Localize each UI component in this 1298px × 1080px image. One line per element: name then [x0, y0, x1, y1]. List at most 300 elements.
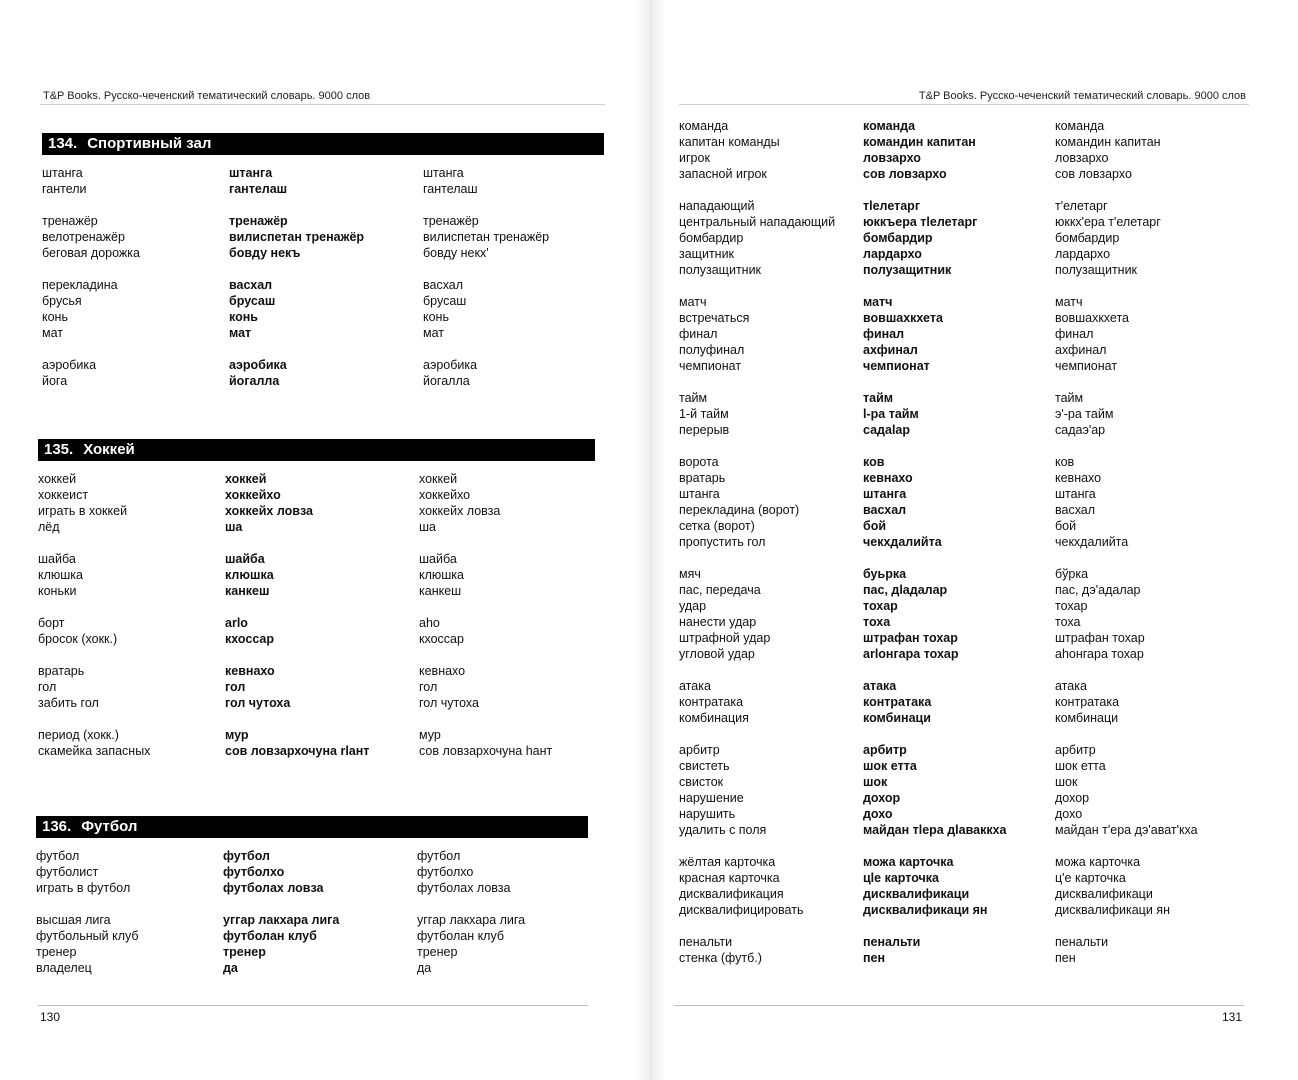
russian-term: угловой удар — [679, 647, 755, 661]
russian-term: центральный нападающий — [679, 215, 836, 229]
entry-row — [679, 710, 1235, 726]
transliteration: командин капитан — [1055, 135, 1161, 149]
chechen-term: пас, дlадалар — [863, 583, 948, 597]
transliteration: кевнахо — [1055, 471, 1102, 485]
russian-term: хоккей — [38, 472, 77, 486]
entry-group — [679, 118, 1235, 182]
chechen-term: уггар лакхара лига — [223, 913, 340, 927]
chechen-term: дисквалификаци ян — [863, 903, 988, 917]
transliteration: вилиспетан тренажёр — [423, 230, 550, 244]
entry-row — [679, 518, 1235, 534]
chechen-term: конь — [229, 310, 258, 324]
entry-row — [679, 150, 1235, 166]
chechen-term: бой — [863, 519, 887, 533]
russian-term: играть в хоккей — [38, 504, 128, 518]
russian-term: свистеть — [679, 759, 730, 773]
chechen-term: матч — [863, 295, 893, 309]
entry-row — [679, 118, 1235, 134]
russian-term: перекладина — [42, 278, 118, 292]
entry-row — [36, 848, 597, 864]
chechen-term: финал — [863, 327, 905, 341]
transliteration: тоха — [1055, 615, 1081, 629]
chechen-term: васхал — [229, 278, 273, 292]
chechen-term: аэробика — [229, 358, 287, 372]
chechen-term: кхоссар — [225, 632, 275, 646]
chechen-term: футболхо — [223, 865, 285, 879]
transliteration: гантелаш — [423, 182, 478, 196]
transliteration: сов ловзархо — [1055, 167, 1132, 181]
russian-term: перерыв — [679, 423, 730, 437]
entry-row — [36, 944, 597, 960]
transliteration: дохо — [1055, 807, 1083, 821]
chechen-term: мат — [229, 326, 252, 340]
chechen-term: полузащитник — [863, 263, 952, 277]
transliteration: финал — [1055, 327, 1094, 341]
chechen-term: брусаш — [229, 294, 276, 308]
russian-term: арбитр — [679, 743, 720, 757]
russian-term: атака — [679, 679, 711, 693]
russian-term: футболист — [36, 865, 99, 879]
entry-row — [38, 727, 599, 743]
chechen-term: ловзархо — [863, 151, 921, 165]
chechen-term: пен — [863, 951, 886, 965]
russian-term: вратарь — [679, 471, 726, 485]
entry-row — [679, 742, 1235, 758]
entry-group — [36, 912, 597, 976]
transliteration: дохор — [1055, 791, 1090, 805]
vocab-section — [36, 816, 597, 992]
chechen-term: команда — [863, 119, 916, 133]
entry-row — [36, 928, 597, 944]
chechen-term: дисквалификаци — [863, 887, 970, 901]
transliteration: ахфинал — [1055, 343, 1107, 357]
russian-term: скамейка запасных — [38, 744, 151, 758]
transliteration: футболхо — [417, 865, 474, 879]
russian-term: матч — [679, 295, 707, 309]
entry-row — [679, 134, 1235, 150]
russian-term: удалить с поля — [679, 823, 767, 837]
chechen-term: кевнахо — [225, 664, 275, 678]
entry-row — [679, 582, 1235, 598]
entry-row — [42, 245, 604, 261]
entry-group — [38, 663, 599, 711]
chechen-term: бомбардир — [863, 231, 933, 245]
chechen-term: l-ра тайм — [863, 407, 919, 421]
chechen-term: кевнахо — [863, 471, 913, 485]
russian-term: гантели — [42, 182, 87, 196]
transliteration: тренер — [417, 945, 458, 959]
entry-row — [679, 934, 1235, 950]
russian-term: дисквалифицировать — [679, 903, 804, 917]
entry-group — [679, 390, 1235, 438]
chechen-term: командин капитан — [863, 135, 976, 149]
russian-term: нанести удар — [679, 615, 757, 629]
russian-term: йога — [42, 374, 68, 388]
chechen-term: гол — [225, 680, 246, 694]
russian-term: чемпионат — [679, 359, 742, 373]
entry-row — [38, 743, 599, 759]
russian-term: шайба — [38, 552, 76, 566]
chechen-term: шок — [863, 775, 888, 789]
chechen-term: футбол — [223, 849, 270, 863]
entry-row — [42, 213, 604, 229]
entry-row — [679, 230, 1235, 246]
entry-row — [679, 790, 1235, 806]
transliteration: мур — [419, 728, 441, 742]
transliteration: юккх'ера т'елетарг — [1055, 215, 1161, 229]
transliteration: конь — [423, 310, 449, 324]
chechen-term: пенальти — [863, 935, 921, 949]
transliteration: канкеш — [419, 584, 462, 598]
russian-term: гол — [38, 680, 57, 694]
entry-row — [679, 262, 1235, 278]
entry-row — [679, 246, 1235, 262]
entry-row — [679, 310, 1235, 326]
section-heading — [42, 133, 604, 155]
transliteration: да — [417, 961, 432, 975]
entry-row — [679, 342, 1235, 358]
entry-row — [679, 502, 1235, 518]
header-rule — [679, 104, 1249, 105]
entry-row — [38, 663, 599, 679]
chechen-term: ахфинал — [863, 343, 918, 357]
transliteration: дисквалификаци — [1055, 887, 1153, 901]
transliteration: ков — [1055, 455, 1075, 469]
transliteration: футболан клуб — [417, 929, 505, 943]
entry-group — [38, 727, 599, 759]
russian-term: нападающий — [679, 199, 755, 213]
entry-row — [38, 679, 599, 695]
header-rule — [40, 104, 605, 105]
entry-row — [38, 695, 599, 711]
page-number: 130 — [40, 1010, 61, 1024]
chechen-term: мур — [225, 728, 249, 742]
transliteration: хоккейхо — [419, 488, 471, 502]
russian-term: запасной игрок — [679, 167, 767, 181]
russian-term: штрафной удар — [679, 631, 771, 645]
transliteration: хоккей — [419, 472, 458, 486]
transliteration: майдан т'ера дэ'ават'кха — [1055, 823, 1198, 837]
transliteration: арбитр — [1055, 743, 1096, 757]
footer-rule — [674, 1005, 1244, 1006]
russian-term: полуфинал — [679, 343, 745, 357]
chechen-term: штрафан тохар — [863, 631, 958, 645]
section-title: Спортивный зал — [87, 135, 212, 152]
russian-term: дисквалификация — [679, 887, 784, 901]
russian-term: аэробика — [42, 358, 97, 372]
chechen-term: штанга — [229, 166, 273, 180]
transliteration: лардархо — [1055, 247, 1111, 261]
entry-group — [42, 277, 604, 341]
section-title: Хоккей — [83, 441, 135, 458]
entry-row — [679, 598, 1235, 614]
section-heading — [36, 816, 588, 838]
transliteration: штрафан тохар — [1055, 631, 1145, 645]
transliteration: чемпионат — [1055, 359, 1118, 373]
section-number: 136. — [42, 818, 72, 835]
entry-group — [38, 471, 599, 535]
entry-row — [679, 822, 1235, 838]
chechen-term: атака — [863, 679, 897, 693]
transliteration: гол чутоха — [419, 696, 479, 710]
entry-group — [42, 357, 604, 389]
entry-group — [42, 165, 604, 197]
entry-group — [679, 678, 1235, 726]
entry-row — [679, 198, 1235, 214]
transliteration: полузащитник — [1055, 263, 1138, 277]
russian-term: игрок — [679, 151, 710, 165]
entry-group — [679, 198, 1235, 278]
entry-group — [679, 934, 1235, 966]
transliteration: брусаш — [423, 294, 467, 308]
transliteration: бомбардир — [1055, 231, 1120, 245]
transliteration: атака — [1055, 679, 1087, 693]
entry-row — [42, 373, 604, 389]
entry-row — [36, 880, 597, 896]
transliteration: чекхдалийта — [1055, 535, 1129, 549]
russian-term: пенальти — [679, 935, 733, 949]
chechen-term: бовду некъ — [229, 246, 301, 260]
russian-term: тайм — [679, 391, 708, 405]
transliteration: т'елетарг — [1055, 199, 1108, 213]
page-number: 131 — [1222, 1010, 1243, 1024]
chechen-term: вовшахкхета — [863, 311, 943, 325]
russian-term: защитник — [679, 247, 735, 261]
entry-row — [679, 886, 1235, 902]
transliteration: аhонгара тохар — [1055, 647, 1144, 661]
entry-row — [36, 864, 597, 880]
chechen-term: вилиспетан тренажёр — [229, 230, 365, 244]
entry-row — [679, 294, 1235, 310]
transliteration: кхоссар — [419, 632, 464, 646]
chechen-term: контратака — [863, 695, 932, 709]
transliteration: тохар — [1055, 599, 1088, 613]
transliteration: штанга — [1055, 487, 1096, 501]
entry-row — [42, 165, 604, 181]
chechen-term: тренер — [223, 945, 266, 959]
chechen-term: arlo — [225, 616, 248, 630]
entry-row — [42, 357, 604, 373]
russian-term: борт — [38, 616, 65, 630]
chechen-term: юккъера тlелетарг — [863, 215, 978, 229]
running-head: T&P Books. Русско-чеченский тематический словарь. 9000 слов — [43, 90, 371, 102]
chechen-term: хоккейх ловза — [225, 504, 313, 518]
chechen-term: васхал — [863, 503, 907, 517]
russian-term: играть в футбол — [36, 881, 131, 895]
entry-row — [38, 551, 599, 567]
transliteration: бовду некх' — [423, 246, 489, 260]
chechen-term: шайба — [225, 552, 265, 566]
transliteration: садаэ'ар — [1055, 423, 1106, 437]
russian-term: удар — [679, 599, 707, 613]
transliteration: хоккейх ловза — [419, 504, 501, 518]
russian-term: встречаться — [679, 311, 750, 325]
transliteration: мат — [423, 326, 444, 340]
entry-row — [679, 614, 1235, 630]
transliteration: уггар лакхара лига — [417, 913, 526, 927]
entry-row — [42, 229, 604, 245]
chechen-term: лардархо — [863, 247, 922, 261]
chechen-term: дохо — [863, 807, 893, 821]
right-page — [649, 0, 1298, 1080]
chechen-term: ша — [225, 520, 243, 534]
entry-row — [679, 166, 1235, 182]
transliteration: пенальти — [1055, 935, 1109, 949]
chechen-term: йогалла — [229, 374, 280, 388]
entry-row — [679, 390, 1235, 406]
chechen-term: арбитр — [863, 743, 907, 757]
section-number: 135. — [44, 441, 74, 458]
entry-group — [679, 566, 1235, 662]
chechen-term: буьрка — [863, 567, 907, 581]
chechen-term: тlелетарг — [863, 199, 921, 213]
russian-term: велотренажёр — [42, 230, 125, 244]
chechen-term: тренажёр — [229, 214, 288, 228]
chechen-term: футболах ловза — [223, 881, 324, 895]
russian-term: команда — [679, 119, 729, 133]
section-title: Футбол — [81, 818, 138, 835]
russian-term: мяч — [679, 567, 701, 581]
russian-term: стенка (футб.) — [679, 951, 762, 965]
entry-row — [42, 309, 604, 325]
entry-row — [42, 293, 604, 309]
entry-row — [42, 325, 604, 341]
transliteration: шайба — [419, 552, 457, 566]
transliteration: контратака — [1055, 695, 1120, 709]
russian-term: вратарь — [38, 664, 85, 678]
entry-group — [679, 854, 1235, 918]
russian-term: перекладина (ворот) — [679, 503, 800, 517]
transliteration: клюшка — [419, 568, 465, 582]
transliteration: гол — [419, 680, 438, 694]
chechen-term: майдан тlера дlаваккха — [863, 823, 1007, 837]
entry-row — [679, 854, 1235, 870]
chechen-term: хоккейхо — [225, 488, 281, 502]
transliteration: aho — [419, 616, 440, 630]
chechen-term: чемпионат — [863, 359, 930, 373]
footer-rule — [38, 1005, 588, 1006]
chechen-term: чекхдалийта — [863, 535, 942, 549]
entry-row — [38, 519, 599, 535]
entry-row — [679, 326, 1235, 342]
chechen-term: можа карточка — [863, 855, 954, 869]
transliteration: футболах ловза — [417, 881, 511, 895]
chechen-term: канкеш — [225, 584, 270, 598]
russian-term: сетка (ворот) — [679, 519, 755, 533]
chechen-term: тоха — [863, 615, 891, 629]
russian-term: жёлтая карточка — [679, 855, 776, 869]
chechen-term: шок етта — [863, 759, 917, 773]
transliteration: бўрка — [1055, 567, 1089, 581]
russian-term: коньки — [38, 584, 77, 598]
entry-row — [679, 470, 1235, 486]
russian-term: период (хокк.) — [38, 728, 119, 742]
transliteration: шок — [1055, 775, 1078, 789]
transliteration: тренажёр — [423, 214, 479, 228]
entry-row — [679, 902, 1235, 918]
russian-term: футбол — [36, 849, 80, 863]
russian-term: свисток — [679, 775, 724, 789]
chechen-term: футболан клуб — [223, 929, 317, 943]
section-number: 134. — [48, 135, 78, 152]
entry-group — [679, 742, 1235, 838]
russian-term: пас, передача — [679, 583, 761, 597]
entry-row — [38, 471, 599, 487]
transliteration: васхал — [1055, 503, 1096, 517]
transliteration: ловзархо — [1055, 151, 1109, 165]
entry-row — [42, 277, 604, 293]
chechen-term: сов ловзархо — [863, 167, 947, 181]
russian-term: беговая дорожка — [42, 246, 140, 260]
entry-group — [38, 615, 599, 647]
chechen-term: гол чутоха — [225, 696, 291, 710]
chechen-term: садаlар — [863, 423, 911, 437]
entry-row — [679, 774, 1235, 790]
entry-row — [679, 870, 1235, 886]
entry-row — [679, 566, 1235, 582]
russian-term: брусья — [42, 294, 82, 308]
entry-group — [42, 213, 604, 261]
transliteration: комбинаци — [1055, 711, 1119, 725]
transliteration: ша — [419, 520, 436, 534]
russian-term: 1-й тайм — [679, 407, 729, 421]
transliteration: бой — [1055, 519, 1077, 533]
entry-row — [679, 694, 1235, 710]
chechen-term: аrlонгара тохар — [863, 647, 959, 661]
russian-term: пропустить гол — [679, 535, 766, 549]
entry-group — [679, 454, 1235, 550]
chechen-term: гантелаш — [229, 182, 288, 196]
entry-row — [36, 912, 597, 928]
russian-term: нарушение — [679, 791, 744, 805]
section-heading — [38, 439, 595, 461]
russian-term: тренер — [36, 945, 77, 959]
entry-row — [38, 631, 599, 647]
russian-term: бомбардир — [679, 231, 744, 245]
running-head: T&P Books. Русско-чеченский тематический словарь. 9000 слов — [918, 90, 1246, 102]
russian-term: лёд — [38, 520, 60, 534]
russian-term: владелец — [36, 961, 92, 975]
transliteration: э'-ра тайм — [1055, 407, 1114, 421]
entry-row — [679, 630, 1235, 646]
entry-row — [679, 422, 1235, 438]
transliteration: футбол — [417, 849, 461, 863]
russian-term: тренажёр — [42, 214, 98, 228]
entry-group — [36, 848, 597, 896]
vocab-section — [42, 133, 604, 405]
russian-term: бросок (хокк.) — [38, 632, 118, 646]
transliteration: пас, дэ'адалар — [1055, 583, 1141, 597]
transliteration: дисквалификаци ян — [1055, 903, 1170, 917]
entry-row — [38, 615, 599, 631]
entry-row — [38, 503, 599, 519]
russian-term: финал — [679, 327, 718, 341]
russian-term: хоккеист — [38, 488, 89, 502]
entry-row — [38, 567, 599, 583]
chechen-term: цlе карточка — [863, 871, 940, 885]
chechen-term: тайм — [863, 391, 894, 405]
chechen-term: клюшка — [225, 568, 274, 582]
russian-term: мат — [42, 326, 63, 340]
transliteration: штанга — [423, 166, 464, 180]
chechen-term: ков — [863, 455, 885, 469]
entry-row — [679, 678, 1235, 694]
transliteration: матч — [1055, 295, 1083, 309]
entry-group — [38, 551, 599, 599]
russian-term: забить гол — [38, 696, 99, 710]
transliteration: васхал — [423, 278, 464, 292]
transliteration: можа карточка — [1055, 855, 1141, 869]
